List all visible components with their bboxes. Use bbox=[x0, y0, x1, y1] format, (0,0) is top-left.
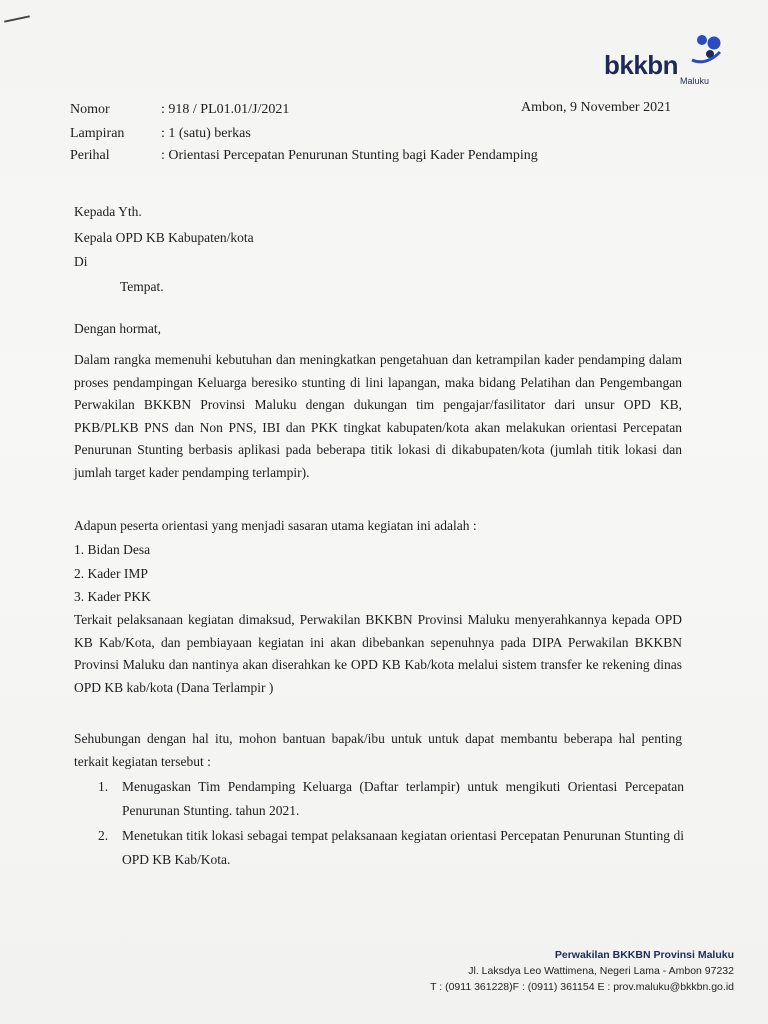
letter-footer bbox=[430, 947, 734, 995]
list-item: 3. Kader PKK bbox=[74, 589, 151, 604]
list-item bbox=[98, 824, 684, 871]
item-number: 2. bbox=[98, 828, 109, 843]
paragraph-intro: Dalam rangka memenuhi kebutuhan dan meningkatkan pengetahuan dan ketrampilan kader pendamping dalam proses pendampingan Keluarga beresiko stunting di lini lapangan, maka bidang Pelatihan dan Pengembangan Perwakilan BKKBN Provinsi Maluku dengan dukungan tim pengajar/fasilitator dari unsur OPD KB, PKB/PLKB PNS dan Non PNS, IBI dan PKK tingkat kabupaten/kota akan melakukan orientasi Percepatan Penurunan Stunting berbasis aplikasi pada beberapa titik lokasi di dikabupaten/kota (jumlah titik lokasi dan jumlah target kader pendamping terlampir). bbox=[74, 352, 682, 480]
item-text: Menugaskan Tim Pendamping Keluarga (Daftar terlampir) untuk mengikuti Orientasi Percepatan Penurunan Stunting. tahun 2021. bbox=[122, 779, 684, 818]
logo-region: Maluku bbox=[680, 76, 710, 86]
salutation: Dengan hormat, bbox=[74, 321, 161, 336]
perihal-label: Perihal bbox=[70, 148, 110, 163]
request-list bbox=[98, 775, 684, 871]
lampiran-label: Lampiran bbox=[70, 126, 125, 141]
paragraph-participants-intro: Adapun peserta orientasi yang menjadi sasaran utama kegiatan ini adalah : bbox=[74, 518, 477, 533]
perihal-value: : Orientasi Percepatan Penurunan Stunting bagi Kader Pendamping bbox=[161, 148, 538, 163]
item-number: 1. bbox=[98, 779, 109, 794]
recipient-di: Di bbox=[74, 254, 88, 270]
recipient-title: Kepala OPD KB Kabupaten/kota bbox=[74, 229, 254, 245]
footer-contact: T : (0911 361228)F : (0911) 361154 E : prov.maluku@bkkbn.go.id bbox=[430, 981, 734, 993]
paragraph-request-intro: Sehubungan dengan hal itu, mohon bantuan bapak/ibu untuk untuk dapat membantu beberapa hal penting terkait kegiatan tersebut : bbox=[74, 731, 682, 769]
list-item bbox=[98, 775, 684, 822]
lampiran-value: : 1 (satu) berkas bbox=[161, 126, 251, 141]
footer-org: Perwakilan BKKBN Provinsi Maluku bbox=[554, 949, 734, 961]
footer-address: Jl. Laksdya Leo Wattimena, Negeri Lama - Ambon 97232 bbox=[468, 965, 734, 977]
recipient-greeting: Kepada Yth. bbox=[74, 204, 142, 219]
list-item: 2. Kader IMP bbox=[74, 565, 148, 581]
letter-date: Ambon, 9 November 2021 bbox=[521, 100, 672, 115]
pen-mark bbox=[4, 15, 30, 22]
paragraph-implementation: Terkait pelaksanaan kegiatan dimaksud, Perwakilan BKKBN Provinsi Maluku menyerahkannya kepada OPD KB Kab/Kota, dan pembiayaan kegiatan ini akan dibebankan sepenuhnya pada DIPA Perwakilan BKKBN Provinsi Maluku dan nantinya akan diserahkan ke OPD KB Kab/kota melalui sistem transfer ke rekening dinas OPD KB kab/kota (Dana Terlampir ) bbox=[74, 612, 682, 695]
nomor-value: : 918 / PL01.01/J/2021 bbox=[161, 102, 290, 117]
logo-emblem-icon bbox=[684, 30, 730, 70]
bkkbn-logo bbox=[602, 30, 742, 90]
item-text: Menetukan titik lokasi sebagai tempat pelaksanaan kegiatan orientasi Percepatan Penurunan Stunting di OPD KB Kab/Kota. bbox=[122, 828, 684, 867]
participant-list bbox=[74, 538, 151, 609]
logo-wordmark: bkkbn bbox=[604, 50, 679, 80]
nomor-label: Nomor bbox=[70, 102, 110, 117]
recipient-block bbox=[74, 201, 682, 298]
recipient-place: Tempat. bbox=[120, 278, 164, 294]
list-item: 1. Bidan Desa bbox=[74, 542, 151, 557]
